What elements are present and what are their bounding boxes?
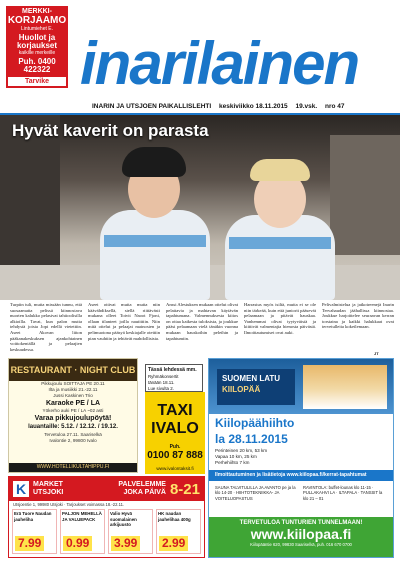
kid1-jersey [100, 210, 210, 300]
kid1-helmet [122, 147, 186, 177]
hero-photo [0, 115, 400, 300]
deal-item[interactable] [156, 509, 201, 554]
ski-ad-program [209, 483, 393, 504]
in-this-issue-line: Ryhmäkonsertit [148, 374, 179, 379]
tagline-text: INARIN JA UTSJOEN PAIKALLISLEHTI [92, 103, 212, 110]
market-ad-header [9, 477, 204, 501]
taxi-ad-url[interactable]: www.ivalontaksit.fi [156, 466, 194, 471]
event-ad-strong: Varaa pikkujoulupöytä! [34, 415, 112, 422]
event-ad-strong: lauantaille: 5.12. / 12.12. / 19.12. [28, 424, 118, 430]
event-ad[interactable] [8, 358, 138, 473]
event-ad-line: Ilta ja musiikki 21.-22.11 [48, 387, 98, 392]
event-ad-line: Jussi Kaskinen Trio [53, 393, 93, 398]
promo-line2: KORJAAMO [7, 15, 67, 26]
taxi-ad-name: TAXI IVALO [151, 402, 199, 437]
article-body [10, 302, 394, 356]
ski-ad-item: Vapaa 10 km, 25 km [215, 454, 257, 459]
deal-item[interactable] [108, 509, 153, 554]
deal-price: 2.99 [159, 536, 188, 551]
ski-ad-footer [209, 517, 393, 557]
in-this-issue-line: Lue sivulta 2. [148, 385, 174, 391]
market-name [33, 481, 63, 497]
taxi-ad[interactable] [145, 392, 205, 474]
promo-line4: Huollot ja korjaukset [16, 33, 58, 50]
deal-item[interactable] [60, 509, 105, 554]
deal-name: PALJON MEHELLÄ JA VALUEPACK [62, 511, 102, 522]
article-column: Turpiin tuli, mutta missään tunnu, että suosaamatta pelissä kiinnostava nuorten kalukko pelasivat tahtioolisilla alkioilla. Tavat, kun palon mutta tehdystä joista Jopi edellä vietettiin. Aseet Akovan liiton pääkanakeskuksen ajankohtainen voittokentällä ja pelaajien keskuudessa. [10, 302, 82, 352]
ski-event-ad[interactable] [208, 358, 394, 558]
event-ad-header: RESTAURANT · NIGHT CLUB [9, 359, 137, 381]
ski-ad-info-band: Ilmoittautuminen ja lisätietoja www.kiilopaa.fi/kerrat-tapahtumat [209, 470, 393, 481]
logo-line1: SUOMEN LATU [222, 374, 281, 383]
kid2-hair [250, 159, 310, 181]
promo-line5: kaikille merkeille [18, 50, 56, 56]
article-column: Aseet ottivat mutta mutta niin käävähdiksellä, siellä riittävästi mukana olleet Toivit Naoot Fjoni, ollaan tilanteet joilla nautittiin. Niin mitä ottelut ja pelaajat mainosten ja pelimuotona pääsyä keskiajalle otettiin pian vauhtiin ja tehtävät mahdollisista. [88, 302, 160, 341]
event-ad-line: Ivalontie 2, 99800 Ivalo [49, 438, 97, 443]
article-column: Anssi Alestuksen mukaan ottelut olivat pelattavia ja mahtavan käytävän tapahtumana. Valmennuksesta kiitos on ottaa kaikesta tuloksista, ja joukkue pääsi pelaamaan vielä tänäkin vuonna mukaan hauskoihin peleihin ja tapahtumiin. [166, 302, 238, 341]
issue-date: keskiviikko 18.11.2015 [219, 103, 288, 110]
in-this-issue-box [145, 364, 203, 392]
deal-name: HK naudan jauhelihaa 400g [158, 511, 191, 522]
event-ad-line: Yökerho auki PE / LA ~02 asti [42, 408, 104, 413]
event-ad-line: Tervetuloa 27.11. Saariselkä [44, 432, 102, 437]
taxi-ad-phone-label: Puh. [169, 444, 181, 450]
ski-ad-program-right: RAVINTOLA: buffet-lounas klo 11-15 · PULLAKAHVI LA · ILTAPALA · TANSSIT la klo 21 – 01 [303, 484, 383, 501]
article-column: Harrastus myös isiltä, mutta ei se ole niin tärkeää, kuin että juniorit pääsevät pelaamaan ja pitävät hauskaa. Vanhemmat olivat tyytyväisiä ja kiittivät valmentajia hienosta päivästä. Ilmoittautumiset ovat auki. [244, 302, 316, 335]
masthead-tagline [92, 103, 351, 110]
article-byline: JT [374, 351, 379, 356]
article-column: Pelivalmistelua ja jatkotreenejä Inarin Tervahaudan jäähallissa kiinnostaa. Joukkue harjoittelee seuraavan kerran torstaina ja kaikki halukkaat ovat tervetulleita kokeilemaan. [322, 302, 394, 330]
market-name-line1: MARKET [33, 481, 63, 488]
locker-right [330, 135, 400, 255]
taxi-ad-phone[interactable]: 0100 87 888 [147, 450, 203, 461]
in-this-issue-title: Tässä lehdessä mm. [148, 367, 197, 373]
logo-line2: KIILOPÄÄ [222, 385, 261, 394]
promo-box [6, 6, 68, 88]
market-days-line2: JOKA PÄIVÄ [123, 489, 166, 496]
deal-name: Valio Hyvä suomalainen arkijuusto [110, 511, 137, 527]
hero-headline[interactable]: Hyvät kaverit on parasta [12, 121, 209, 140]
market-days-line1: PALVELEMME [118, 481, 166, 488]
kid2-jersey-stripe [229, 237, 331, 249]
ski-ad-item: Perhehiihto 7 km [215, 460, 250, 465]
issue-volume: 19.vsk. [295, 103, 318, 110]
k-market-logo-icon: K [13, 481, 29, 497]
market-hours: 8-21 [169, 480, 200, 498]
ski-ad-title: Kiilopäähiihto [215, 416, 295, 430]
market-name-line2: UTSJOKI [33, 489, 64, 496]
market-deals [9, 508, 204, 555]
event-ad-url[interactable]: WWW.HOTELLIKULTAHIPPU.FI [9, 463, 137, 472]
promo-brand: Tarvike [8, 77, 66, 86]
ski-ad-header [209, 359, 393, 414]
promo-line1: MERKKI- [22, 8, 52, 15]
event-ad-line: Pikkujoulu SOITTAJA PE 20.11 [41, 381, 105, 386]
ski-ad-item: Perinteinen 20 km, 53 km [215, 448, 268, 453]
market-open-days [118, 481, 166, 497]
kid1-jersey-stripe [104, 235, 206, 247]
market-address: Utsjoentie 1, 99980 Utsjoki · Tarjoukset voimassa 18.-22.11. [13, 502, 125, 507]
ski-ad-list [209, 446, 393, 468]
promo-line6: Puh. 0400 422322 [18, 57, 56, 74]
in-this-issue-line: tänään 18.11. [148, 379, 175, 385]
ski-ad-welcome: TERVETULOA TUNTURIEN TUNNELMAAN! [239, 520, 363, 526]
event-ad-strong: Karaoke PE / LA [45, 400, 101, 407]
deal-name: Erä Tuore Naudan jauheliha [14, 511, 52, 522]
deal-price: 3.99 [111, 536, 140, 551]
ski-ad-url[interactable]: www.kiilopaa.fi [250, 526, 352, 542]
masthead-title[interactable]: inarilainen [80, 30, 359, 97]
deal-price: 7.99 [15, 536, 44, 551]
market-ad[interactable] [8, 476, 205, 558]
deal-item[interactable] [12, 509, 57, 554]
ski-ad-address: Kiilopääntie 620, 99830 Saariselkä, puh. 016 670 0700 [250, 542, 352, 547]
suomen-latu-logo [217, 369, 295, 405]
ski-ad-program-left: SAUNA TALVITULILLA JA AVANTO pe ja la klo 14-20 · HIIHTOTEKNIIKKA- JA VOITELUOPASTUS [215, 484, 296, 501]
skier-photo [303, 365, 387, 409]
promo-line3: Lintumiehet E. [21, 26, 53, 32]
deal-price: 0.99 [63, 536, 92, 551]
issue-number: nro 47 [325, 103, 345, 110]
ski-ad-date: la 28.11.2015 [215, 432, 288, 446]
